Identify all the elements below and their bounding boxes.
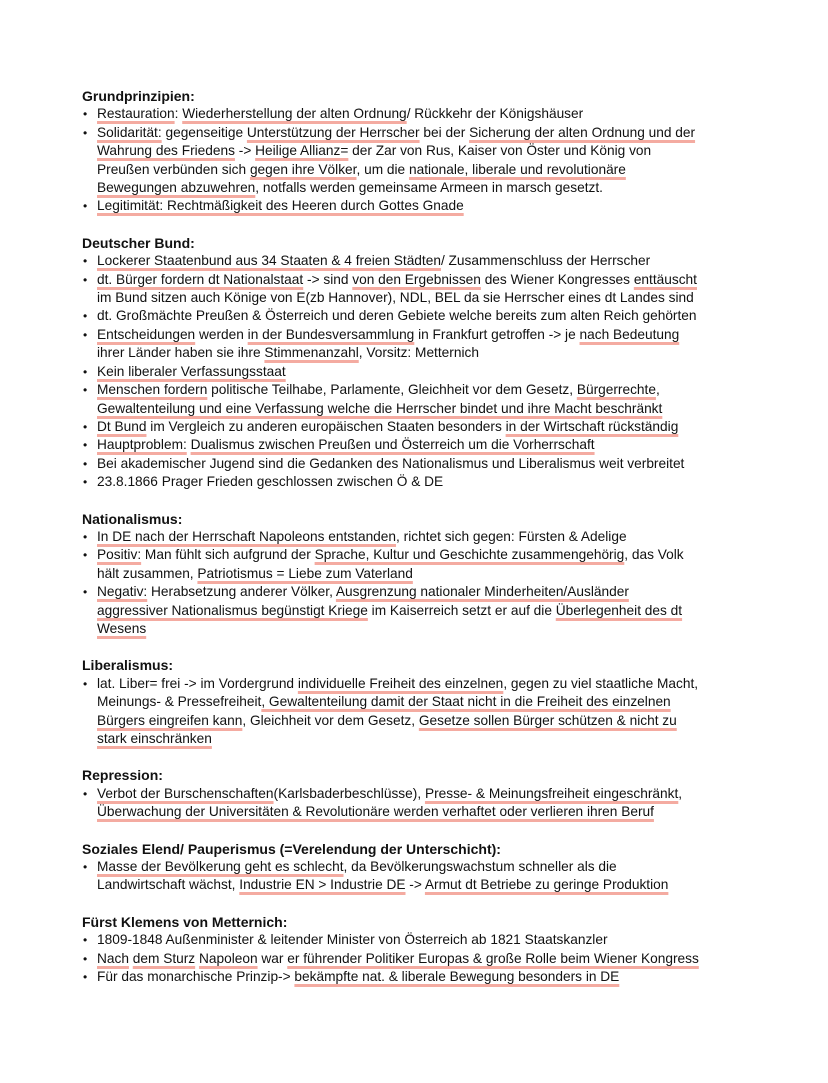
highlighted-text: nationale, liberale und revolutionäre: [408, 161, 626, 177]
section-heading: Liberalismus:: [82, 657, 174, 674]
text-line: [97, 381, 762, 399]
section-heading: Deutscher Bund:: [82, 234, 195, 251]
bullet-item: [82, 785, 762, 822]
section-liberalismus: [82, 656, 762, 748]
bullet-icon: •: [83, 786, 88, 801]
bullet-item: [82, 473, 762, 491]
bullet-icon: •: [83, 548, 88, 563]
highlighted-text: Dualismus zwischen Preußen und Österreich um die Vorherrschaft: [190, 437, 595, 453]
text-line: [97, 179, 762, 197]
bullet-icon: •: [83, 438, 88, 453]
text-line: [97, 693, 762, 711]
highlighted-text: dt. Bürger fordern dt Nationalstaat: [97, 271, 304, 287]
bullet-item: [82, 271, 762, 308]
section-deutscher-bund: [82, 234, 762, 492]
highlighted-text: Überwachung der Universitäten & Revolutionäre werden verhaftet oder verlieren ihren Beruf: [97, 804, 654, 820]
text-segment: hält zusammen,: [97, 565, 198, 581]
text-segment: politische Teilhabe, Parlamente, Gleichheit vor dem Gesetz,: [207, 382, 577, 398]
highlighted-text: aggressiver Nationalismus begünstigt Kriege: [97, 602, 368, 618]
bullet-icon: •: [83, 272, 88, 287]
bullet-item: [82, 675, 762, 749]
text-segment: 1809-1848 Außenminister & leitender Minister von Österreich ab 1821 Staatskanzler: [97, 932, 608, 948]
text-line: [97, 602, 762, 620]
highlighted-text: Stimmenanzahl: [264, 345, 359, 361]
bullet-item: [82, 950, 762, 968]
section-grundprinzipien: [82, 87, 762, 216]
bullet-icon: •: [83, 475, 88, 490]
bullet-item: [82, 583, 762, 638]
text-line: [97, 363, 762, 381]
text-line: [97, 197, 762, 215]
text-line: [97, 950, 762, 968]
section-heading: Fürst Klemens von Metternich:: [82, 913, 288, 930]
highlighted-text: Überlegenheit des dt: [555, 602, 683, 618]
text-segment: im Kaiserreich setzt er auf die: [367, 602, 556, 618]
text-line: [97, 528, 762, 546]
text-line: [97, 271, 762, 289]
text-line: [97, 400, 762, 418]
text-segment: , richtet sich gegen: Fürsten & Adelige: [396, 528, 627, 544]
bullet-item: [82, 381, 762, 418]
section-heading: Nationalismus:: [82, 510, 183, 527]
highlighted-text: Verbot der Burschenschaften: [97, 785, 274, 801]
highlighted-text: Wiederherstellung der alten Ordnung: [182, 106, 407, 122]
text-line: [97, 546, 762, 564]
section-nationalismus: [82, 510, 762, 639]
text-segment: Bei akademischer Jugend sind die Gedanken des Nationalismus und Liberalismus weit verbreitet: [97, 455, 685, 471]
highlighted-text: Wesens: [97, 620, 147, 636]
text-line: [97, 620, 762, 638]
section-heading: Repression:: [82, 767, 163, 784]
highlighted-text: Napoleon: [198, 950, 258, 966]
highlighted-text: Gesetze sollen Bürger schützen & nicht zu: [418, 712, 677, 728]
bullet-item: [82, 858, 762, 895]
bullet-item: [82, 307, 762, 325]
highlighted-text: enttäuscht: [633, 271, 697, 287]
text-line: [97, 473, 762, 491]
text-segment: 23.8.1866 Prager Frieden geschlossen zwischen Ö & DE: [97, 474, 444, 490]
highlighted-text: gegen ihre Völker: [249, 161, 357, 177]
bullet-icon: •: [83, 933, 88, 948]
highlighted-text: In DE nach der Herrschaft Napoleons entstanden: [97, 528, 397, 544]
text-line: [97, 876, 762, 894]
bullet-item: [82, 931, 762, 949]
text-segment: bei der: [419, 124, 470, 140]
highlighted-text: nach Bedeutung: [579, 326, 680, 342]
text-line: [97, 161, 762, 179]
text-line: [97, 326, 762, 344]
text-line: [97, 712, 762, 730]
text-line: [97, 418, 762, 436]
text-line: [97, 124, 762, 142]
highlighted-text: Armut dt Betriebe zu geringe Produktion: [424, 877, 669, 893]
text-line: [97, 858, 762, 876]
text-segment: im Bund sitzen auch Könige von E(zb Hannover), NDL, BEL da sie Herrscher eines dt Landes sind: [97, 290, 694, 306]
highlighted-text: Hauptproblem:: [97, 437, 187, 453]
text-segment: , Vorsitz: Metternich: [358, 345, 479, 361]
highlighted-text: Negativ:: [97, 584, 148, 600]
text-segment: / Rückkehr der Königshäuser: [406, 106, 584, 122]
highlighted-text: Presse- & Meinungsfreiheit eingeschränkt: [424, 785, 679, 801]
highlighted-text: Nach: [97, 950, 129, 966]
text-line: [97, 455, 762, 473]
section-repression: [82, 766, 762, 821]
bullet-list: [82, 528, 762, 638]
bullet-icon: •: [83, 970, 88, 985]
highlighted-text: Patriotismus = Liebe zum Vaterland: [197, 565, 413, 581]
text-segment: werden: [195, 326, 248, 342]
highlighted-text: Dt Bund: [97, 418, 147, 434]
text-segment: in Frankfurt getroffen -> je: [414, 326, 580, 342]
bullet-item: [82, 455, 762, 473]
bullet-list: [82, 931, 762, 986]
text-segment: -> sind: [303, 271, 353, 287]
text-segment: , da Bevölkerungswachstum schneller als die: [343, 859, 617, 875]
bullet-item: [82, 528, 762, 546]
highlighted-text: Bürgers eingreifen kann: [97, 712, 243, 728]
bullet-icon: •: [83, 125, 88, 140]
text-segment: ->: [234, 143, 256, 159]
text-segment: des Wiener Kongresses: [480, 271, 634, 287]
text-segment: Preußen verbünden sich: [97, 161, 250, 177]
text-line: [97, 675, 762, 693]
text-line: [97, 565, 762, 583]
highlighted-text: Positiv:: [97, 547, 142, 563]
bullet-icon: •: [83, 529, 88, 544]
text-segment: , notfalls werden gemeinsame Armeen in marsch gesetzt.: [255, 180, 603, 196]
highlighted-text: Kein liberaler Verfassungsstaat: [97, 363, 286, 379]
text-segment: Meinungs- & Pressefreiheit: [97, 694, 262, 710]
highlighted-text: Entscheidungen: [97, 326, 196, 342]
text-segment: gegenseitige: [161, 124, 247, 140]
text-segment: ihrer Länder haben sie ihre: [97, 345, 265, 361]
text-segment: Für das monarchische Prinzip->: [97, 969, 295, 985]
bullet-list: [82, 785, 762, 822]
highlighted-text: Heilige Allianz=: [255, 143, 349, 159]
text-line: [97, 252, 762, 270]
highlighted-text: Bewegungen abzuwehren: [97, 180, 256, 196]
highlighted-text: Legitimität: Rechtmäßigkeit des Heeren durch Gottes Gnade: [97, 198, 464, 214]
section-heading: Grundprinzipien:: [82, 88, 195, 104]
text-segment: , gegen zu viel staatliche Macht,: [503, 675, 699, 691]
highlighted-text: Solidarität:: [97, 124, 162, 140]
highlighted-text: von den Ergebnissen: [352, 271, 481, 287]
text-line: [97, 931, 762, 949]
text-line: [97, 105, 762, 123]
bullet-item: [82, 197, 762, 215]
bullet-list: [82, 252, 762, 491]
bullet-icon: •: [83, 364, 88, 379]
highlighted-text: Masse der Bevölkerung geht es schlecht: [97, 859, 344, 875]
bullet-item: [82, 968, 762, 986]
text-segment: der Zar von Rus, Kaiser von Öster und König von: [348, 143, 652, 159]
text-segment: ->: [405, 877, 425, 893]
highlighted-text: dem Sturz: [132, 950, 196, 966]
highlighted-text: stark einschränken: [97, 731, 212, 746]
bullet-icon: •: [83, 383, 88, 398]
text-line: [97, 968, 762, 986]
bullet-icon: •: [83, 585, 88, 600]
text-segment: im Vergleich zu anderen europäischen Staaten besonders: [146, 418, 506, 434]
text-segment: , das Volk: [624, 547, 684, 563]
highlighted-text: Menschen fordern: [97, 382, 208, 398]
bullet-icon: •: [83, 676, 88, 691]
text-line: [97, 436, 762, 454]
section-soziales-elend: [82, 840, 762, 895]
section-heading: Soziales Elend/ Pauperismus (=Verelendung der Unterschicht):: [82, 840, 501, 857]
text-segment: Landwirtschaft wächst,: [97, 877, 240, 893]
text-segment: lat. Liber= frei -> im Vordergrund: [97, 675, 298, 691]
bullet-item: [82, 252, 762, 270]
bullet-item: [82, 363, 762, 381]
text-segment: , Gleichheit vor dem Gesetz,: [242, 712, 419, 728]
text-line: [97, 307, 762, 325]
highlighted-text: bekämpfte nat. & liberale Bewegung besonders in DE: [294, 969, 620, 985]
bullet-item: [82, 418, 762, 436]
text-line: [97, 142, 762, 160]
bullet-list: [82, 675, 762, 749]
bullet-icon: •: [83, 860, 88, 875]
highlighted-text: Gewaltenteilung und eine Verfassung welche die Herrscher bindet und ihre Macht beschränkt: [97, 400, 663, 416]
text-line: [97, 583, 762, 601]
text-line: [97, 289, 762, 307]
text-line: [97, 785, 762, 803]
document-page: [82, 87, 762, 1004]
bullet-item: [82, 326, 762, 363]
text-line: [97, 730, 762, 748]
bullet-icon: •: [83, 951, 88, 966]
highlighted-text: in der Wirtschaft rückständig: [505, 418, 679, 434]
text-segment: :: [174, 106, 183, 122]
highlighted-text: er führender Politiker Europas & große Rolle beim Wiener Kongress: [287, 950, 699, 966]
bullet-item: [82, 124, 762, 198]
text-segment: / Zusammenschluss der Herrscher: [440, 253, 651, 269]
section-metternich: [82, 913, 762, 987]
highlighted-text: Bürgerrechte: [576, 382, 656, 398]
bullet-icon: •: [83, 254, 88, 269]
text-segment: ,: [678, 785, 683, 801]
highlighted-text: Unterstützung der Herrscher: [246, 124, 420, 140]
highlighted-text: Restauration: [97, 106, 175, 122]
bullet-icon: •: [83, 419, 88, 434]
highlighted-text: Wahrung des Friedens: [97, 143, 235, 159]
highlighted-text: Ausgrenzung nationaler Minderheiten/Ausländer: [335, 584, 629, 600]
bullet-icon: •: [83, 327, 88, 342]
bullet-item: [82, 546, 762, 583]
bullet-icon: •: [83, 199, 88, 214]
bullet-icon: •: [83, 309, 88, 324]
highlighted-text: Industrie EN > Industrie DE: [239, 877, 406, 893]
bullet-icon: •: [83, 107, 88, 122]
bullet-icon: •: [83, 456, 88, 471]
bullet-list: [82, 858, 762, 895]
text-line: [97, 344, 762, 362]
text-segment: ,: [655, 382, 660, 398]
text-segment: , um die: [356, 161, 409, 177]
text-segment: Man fühlt sich aufgrund der: [141, 547, 315, 563]
bullet-item: [82, 105, 762, 123]
highlighted-text: Lockerer Staatenbund aus 34 Staaten & 4 freien Städten: [97, 253, 441, 269]
highlighted-text: , Gewaltenteilung damit der Staat nicht in die Freiheit des einzelnen: [261, 694, 671, 710]
text-segment: Herabsetzung anderer Völker,: [147, 584, 336, 600]
text-segment: dt. Großmächte Preußen & Österreich und deren Gebiete welche bereits zum alten Reich gehörten: [97, 308, 697, 324]
bullet-item: [82, 436, 762, 454]
highlighted-text: in der Bundesversammlung: [247, 326, 415, 342]
text-segment: (Karlsbaderbeschlüsse),: [273, 785, 425, 801]
highlighted-text: Sprache, Kultur und Geschichte zusammengehörig: [314, 547, 625, 563]
text-segment: war: [257, 950, 288, 966]
bullet-list: [82, 105, 762, 215]
text-line: [97, 803, 762, 821]
highlighted-text: individuelle Freiheit des einzelnen: [297, 675, 504, 691]
highlighted-text: Sicherung der alten Ordnung und der: [469, 124, 696, 140]
